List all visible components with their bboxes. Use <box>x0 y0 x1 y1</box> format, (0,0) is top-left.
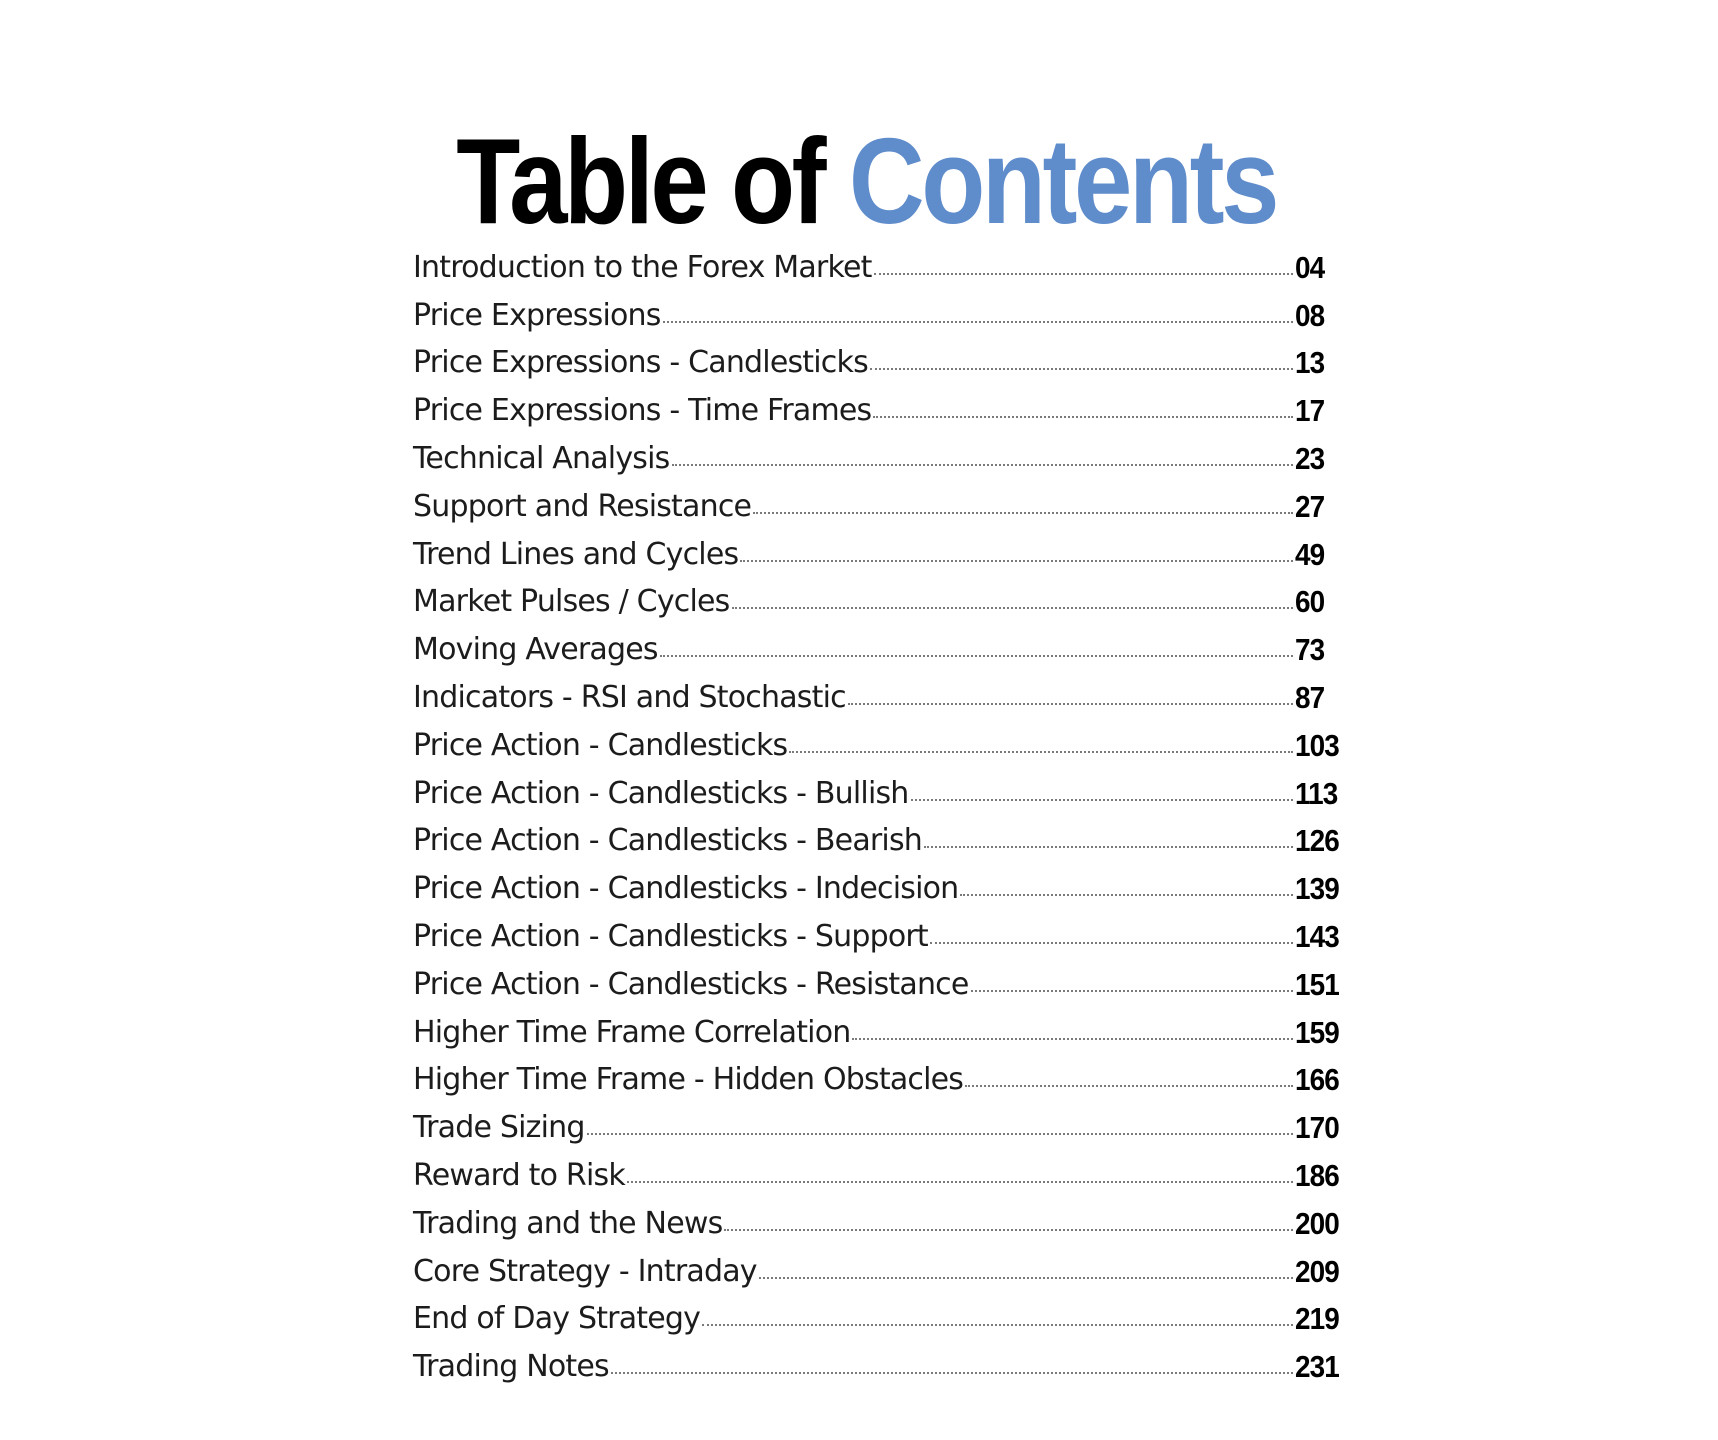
title-part-contents: Contents <box>848 112 1277 249</box>
toc-dot-leader <box>852 1038 1293 1040</box>
toc-entry-page-number: 04 <box>1295 249 1325 285</box>
toc-entry <box>413 339 1357 387</box>
page-title <box>127 112 1604 249</box>
toc-dot-leader <box>587 1133 1293 1135</box>
toc-entry-page-number: 60 <box>1295 584 1325 620</box>
toc-entry <box>413 817 1357 865</box>
toc-entry <box>413 721 1357 769</box>
toc-entry-label: Reward to Risk <box>413 1157 625 1193</box>
toc-dot-leader <box>627 1181 1293 1183</box>
toc-entry <box>413 386 1357 434</box>
toc-entry-label: Market Pulses / Cycles <box>413 584 730 620</box>
toc-dot-leader <box>724 1229 1293 1231</box>
toc-dot-leader <box>759 1277 1293 1279</box>
toc-entry-page-number: 126 <box>1295 823 1339 859</box>
toc-entry-page-number: 170 <box>1295 1110 1339 1146</box>
toc-entry-page-number: 139 <box>1295 871 1339 907</box>
toc-entry-label: Trading Notes <box>413 1349 609 1385</box>
toc-entry <box>413 1008 1357 1056</box>
toc-entry-label: Price Action - Candlesticks - Support <box>413 918 928 954</box>
toc-dot-leader <box>965 1085 1293 1087</box>
toc-dot-leader <box>873 416 1293 418</box>
toc-entry <box>413 864 1357 912</box>
toc-dot-leader <box>930 942 1293 944</box>
toc-entry-page-number: 143 <box>1295 918 1339 954</box>
toc-dot-leader <box>911 799 1293 801</box>
toc-entry-label: Trend Lines and Cycles <box>413 536 739 572</box>
toc-entry-page-number: 159 <box>1295 1014 1339 1050</box>
toc-entry <box>413 912 1357 960</box>
toc-entry-label: Price Expressions - Time Frames <box>413 393 872 429</box>
toc-entry <box>413 530 1357 578</box>
toc-dot-leader <box>971 990 1293 992</box>
toc-entry-label: Higher Time Frame Correlation <box>413 1014 851 1050</box>
toc-entry-page-number: 103 <box>1295 727 1339 763</box>
toc-entry <box>413 434 1357 482</box>
toc-entry <box>413 1342 1357 1390</box>
toc-entry-label: Trading and the News <box>413 1205 723 1241</box>
toc-entry-page-number: 73 <box>1295 632 1325 668</box>
toc-entry <box>413 673 1357 721</box>
toc-entry-page-number: 200 <box>1295 1205 1339 1241</box>
toc-entry-page-number: 166 <box>1295 1062 1339 1098</box>
table-of-contents <box>413 243 1357 1390</box>
toc-entry-page-number: 49 <box>1295 536 1325 572</box>
toc-entry-label: Price Action - Candlesticks - Resistance <box>413 966 969 1002</box>
toc-entry-page-number: 209 <box>1295 1253 1339 1289</box>
toc-dot-leader <box>924 846 1293 848</box>
toc-entry-label: Price Action - Candlesticks <box>413 727 788 763</box>
toc-entry <box>413 1151 1357 1199</box>
toc-dot-leader <box>740 560 1293 562</box>
toc-entry-page-number: 27 <box>1295 488 1325 524</box>
toc-dot-leader <box>874 273 1293 275</box>
toc-entry-label: Introduction to the Forex Market <box>413 249 872 285</box>
toc-entry-label: Core Strategy - Intraday <box>413 1253 757 1289</box>
toc-entry-page-number: 151 <box>1295 966 1339 1002</box>
toc-entry-page-number: 17 <box>1295 393 1325 429</box>
toc-dot-leader <box>663 321 1293 323</box>
toc-entry-label: Indicators - RSI and Stochastic <box>413 679 846 715</box>
toc-entry-page-number: 113 <box>1295 775 1338 811</box>
toc-entry <box>413 1103 1357 1151</box>
toc-entry-page-number: 186 <box>1295 1157 1339 1193</box>
toc-entry-label: Price Action - Candlesticks - Bearish <box>413 823 923 859</box>
toc-entry <box>413 291 1357 339</box>
toc-entry <box>413 769 1357 817</box>
toc-entry-label: Moving Averages <box>413 632 658 668</box>
toc-dot-leader <box>660 655 1293 657</box>
toc-entry <box>413 625 1357 673</box>
toc-entry-label: Price Action - Candlesticks - Indecision <box>413 871 959 907</box>
toc-dot-leader <box>848 703 1293 705</box>
toc-entry-label: Higher Time Frame - Hidden Obstacles <box>413 1062 964 1098</box>
toc-dot-leader <box>870 368 1293 370</box>
toc-entry <box>413 482 1357 530</box>
toc-entry-page-number: 13 <box>1295 345 1325 381</box>
toc-entry-label: Technical Analysis <box>413 440 670 476</box>
toc-dot-leader <box>702 1324 1293 1326</box>
toc-entry <box>413 1199 1357 1247</box>
toc-entry-page-number: 219 <box>1295 1301 1339 1337</box>
toc-dot-leader <box>753 512 1293 514</box>
toc-dot-leader <box>732 607 1294 609</box>
toc-entry-label: Support and Resistance <box>413 488 752 524</box>
toc-entry <box>413 243 1357 291</box>
toc-entry-label: Price Action - Candlesticks - Bullish <box>413 775 909 811</box>
toc-entry <box>413 1056 1357 1104</box>
toc-dot-leader <box>789 751 1293 753</box>
toc-entry-page-number: 231 <box>1295 1349 1339 1385</box>
toc-entry-label: Price Expressions - Candlesticks <box>413 345 868 381</box>
toc-dot-leader <box>960 894 1293 896</box>
toc-entry <box>413 1247 1357 1295</box>
toc-entry <box>413 1295 1357 1343</box>
toc-entry <box>413 578 1357 626</box>
toc-entry-page-number: 87 <box>1295 679 1325 715</box>
toc-entry-label: Trade Sizing <box>413 1110 585 1146</box>
toc-dot-leader <box>672 464 1294 466</box>
toc-entry <box>413 960 1357 1008</box>
toc-dot-leader <box>611 1372 1293 1374</box>
toc-entry-page-number: 23 <box>1295 440 1325 476</box>
toc-entry-label: End of Day Strategy <box>413 1301 701 1337</box>
title-part-table-of: Table of <box>456 112 824 249</box>
toc-entry-page-number: 08 <box>1295 297 1325 333</box>
toc-entry-label: Price Expressions <box>413 297 661 333</box>
